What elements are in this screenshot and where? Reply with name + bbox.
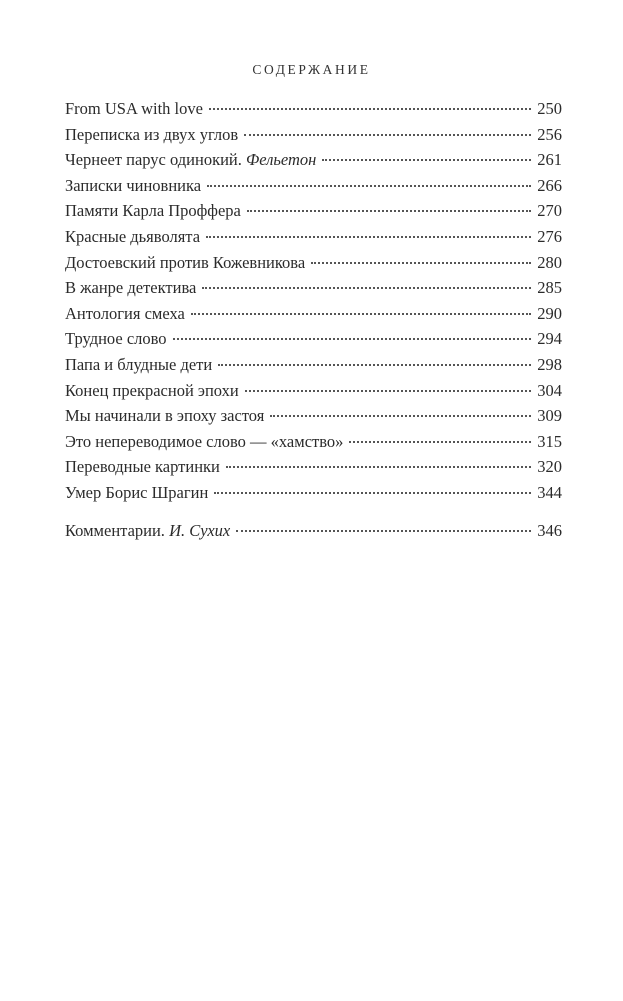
dot-leader — [247, 209, 531, 212]
entry-page-number: 280 — [537, 252, 562, 272]
entry-page-number: 250 — [537, 99, 562, 118]
entry-title: Умер Борис Шрагин — [65, 482, 209, 502]
toc-entry[interactable] — [65, 122, 562, 148]
dot-leader — [207, 184, 531, 187]
entry-title: Записки чиновника — [65, 175, 202, 195]
entry-title: Красные дьяволята — [65, 226, 201, 246]
entry-page-number: 309 — [537, 406, 562, 426]
entry-title: Переписка из двух углов — [65, 124, 239, 144]
entry-page-number: 266 — [537, 175, 562, 195]
entry-page-number: 276 — [537, 226, 562, 246]
toc-entry[interactable] — [65, 173, 562, 199]
entry-title: Конец прекрасной эпохи — [65, 380, 239, 400]
toc-entry[interactable] — [65, 403, 562, 429]
entry-page-number: 315 — [537, 431, 562, 451]
entry-page-number: 304 — [537, 380, 562, 400]
entry-page-number: 320 — [537, 457, 562, 477]
entry-title: Антология смеха — [65, 303, 185, 323]
entry-title: Чернеет парус одинокий. Фельетон — [65, 150, 317, 170]
dot-leader — [173, 337, 532, 340]
dot-leader — [311, 261, 531, 264]
toc-entry[interactable] — [65, 224, 562, 250]
entry-page-number: 294 — [537, 329, 562, 349]
dot-leader — [349, 440, 531, 443]
toc-entry[interactable] — [65, 454, 562, 480]
toc-entry[interactable] — [65, 198, 562, 224]
toc-entry[interactable] — [65, 250, 562, 276]
toc-entry[interactable] — [65, 301, 562, 327]
entry-page-number: 285 — [537, 278, 562, 298]
dot-leader — [191, 312, 531, 315]
entry-title: Трудное слово — [65, 329, 167, 349]
entry-page-number: 270 — [537, 201, 562, 221]
toc-entry[interactable] — [65, 326, 562, 352]
dot-leader — [270, 414, 531, 417]
dot-leader — [244, 133, 531, 136]
toc-list — [65, 96, 562, 543]
toc-entry-commentary[interactable] — [65, 518, 562, 544]
dot-leader — [226, 465, 531, 468]
entry-title: Достоевский против Кожевникова — [65, 252, 306, 272]
entry-page-number: 290 — [537, 303, 562, 323]
dot-leader — [202, 286, 531, 289]
dot-leader — [236, 529, 531, 532]
toc-entry[interactable] — [65, 378, 562, 404]
toc-heading: СОДЕРЖАНИЕ — [252, 62, 371, 77]
dot-leader — [206, 235, 531, 238]
entry-title: Папа и блудные дети — [65, 354, 213, 374]
dot-leader — [322, 158, 531, 161]
dot-leader — [218, 363, 531, 366]
toc-entry[interactable] — [65, 429, 562, 455]
dot-leader — [214, 491, 531, 494]
toc-entry[interactable] — [65, 352, 562, 378]
dot-leader — [209, 107, 531, 110]
toc-entry[interactable] — [65, 275, 562, 301]
entry-page-number: 298 — [537, 354, 562, 374]
entry-title: Переводные картинки — [65, 457, 220, 477]
dot-leader — [245, 389, 532, 392]
entry-title: В жанре детектива — [65, 278, 197, 298]
entry-page-number: 344 — [537, 482, 562, 502]
toc-entry[interactable] — [65, 480, 562, 506]
entry-title: From USA with love — [65, 99, 203, 118]
toc-entry[interactable] — [65, 96, 562, 122]
entry-page-number: 256 — [537, 124, 562, 144]
entry-page-number: 261 — [537, 150, 562, 170]
toc-entry[interactable] — [65, 147, 562, 173]
entry-title: Памяти Карла Проффера — [65, 201, 241, 221]
entry-title: Мы начинали в эпоху застоя — [65, 406, 265, 426]
entry-title: Комментарии. И. Сухих — [65, 520, 231, 540]
entry-title: Это непереводимое слово — «хамство» — [65, 431, 344, 451]
entry-page-number: 346 — [537, 520, 562, 540]
